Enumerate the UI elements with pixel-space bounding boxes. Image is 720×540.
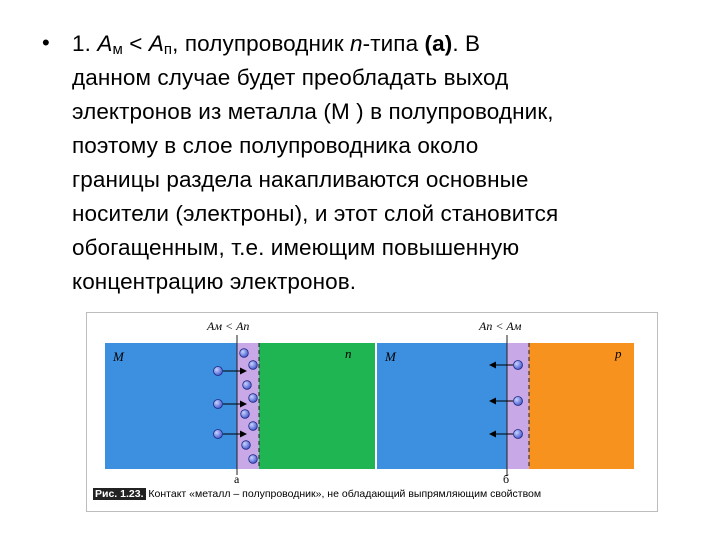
metal-label-right: M [385,349,396,364]
electron [214,367,223,376]
n-type-label: n [345,346,352,361]
paragraph-line-2: данном случае будет преобладать выход [72,65,509,90]
electron [249,455,258,464]
metal-region-right [377,343,507,469]
paragraph-line-8: концентрацию электронов. [72,269,357,294]
work-function-semiconductor: A [148,31,164,56]
paragraph-line-6: носители (электроны), и этот слой становится [72,201,559,226]
sublabel-a: а [234,472,240,486]
p-semiconductor-region [529,343,634,469]
electron [214,400,223,409]
bullet-point: • [42,30,50,55]
electron [514,430,523,439]
caption-text: Контакт «металл – полупроводник», не обладающий выпрямляющим свойством [145,488,542,500]
paragraph-line-3: электронов из металла (М ) в полупроводник, [72,99,554,124]
electron [249,361,258,370]
p-type-label: p [615,346,622,361]
paragraph-line-4: поэтому в слое полупроводника около [72,133,479,158]
electron [249,394,258,403]
work-function-metal: A [97,31,113,56]
electron [514,397,523,406]
contact-figure [86,312,658,512]
electron [249,422,258,431]
paragraph-line-1: 1. $A_м < A_п$, полупроводник n-типа (а). В [72,31,481,58]
electron [243,381,252,390]
figure-caption [93,488,541,500]
paragraph-line-7: обогащенным, т.е. имеющим повышенную [72,235,520,260]
formula-left: Aм < Aп [207,319,250,333]
electron [214,430,223,439]
electron [241,410,250,419]
metal-label-left: M [113,349,124,364]
contact-diagram [87,313,657,511]
electron [514,361,523,370]
electron [240,349,249,358]
n-semiconductor-region [259,343,375,469]
paragraph [72,27,712,299]
paragraph-line-5: границы раздела накапливаются основные [72,167,529,192]
caption-number: Рис. 1.23. [95,488,144,500]
electron [242,441,251,450]
sublabel-b: б [503,472,510,486]
formula-right: Aп < Aм [479,319,522,333]
